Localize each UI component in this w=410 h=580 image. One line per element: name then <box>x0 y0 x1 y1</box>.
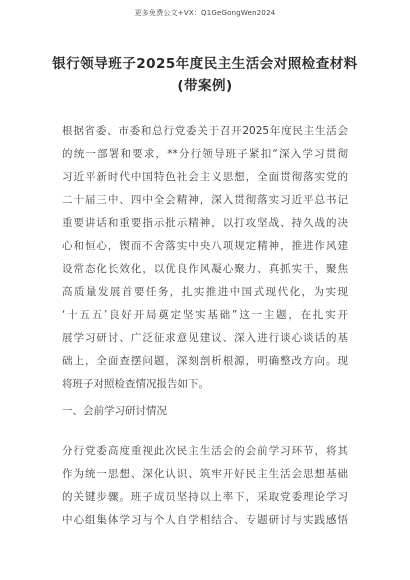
text-line: 的关键步骤。班子成员坚持以上率下，采取党委理论学习 <box>62 491 348 503</box>
study-paragraph <box>62 440 348 532</box>
intro-paragraph <box>62 120 348 396</box>
text-line: 的统一部署和要求，**分行领导班子紧扣“深入学习贯彻 <box>62 148 348 160</box>
text-line: ‘十五五’良好开局奠定坚实基础”这一主题，在扎实开 <box>62 309 348 321</box>
text-line: 展学习研讨、广泛征求意见建议、深入进行谈心谈话的基 <box>62 332 348 344</box>
text-line: 础上，全面查摆问题，深刻剖析根源，明确整改方向。现 <box>62 355 348 367</box>
text-line: 分行党委高度重视此次民主生活会的会前学习环节，将其 <box>62 445 348 457</box>
text-line: 将班子对照检查情况报告如下。 <box>62 378 209 390</box>
text-line: 二十届三中、四中全会精神，深入贯彻落实习近平总书记 <box>62 194 348 206</box>
header-note: 更多免费公文+VX：Q1GeGongWen2024 <box>134 9 276 17</box>
text-line: 习近平新时代中国特色社会主义思想，全面贯彻落实党的 <box>62 171 348 183</box>
text-line: 重要讲话和重要指示批示精神，以打攻坚战、持久战的决 <box>62 217 348 229</box>
document-title: 银行领导班子2025年度民主生活会对照检查材料 <box>52 56 358 72</box>
text-line: 心和恒心，锲而不舍落实中央八项规定精神，推进作风建 <box>62 240 348 252</box>
text-line: 根据省委、市委和总行党委关于召开2025年度民主生活会 <box>62 125 348 137</box>
document-subtitle: (带案例) <box>177 78 233 94</box>
text-line: 作为统一思想、深化认识、筑牢开好民主生活会思想基础 <box>62 468 348 480</box>
section-heading: 一、会前学习研讨情况 <box>62 405 167 417</box>
text-line: 高质量发展首要任务，扎实推进中国式现代化，为实现 <box>62 286 348 298</box>
text-line: 设常态化长效化，以优良作风凝心聚力、真抓实干，聚焦 <box>62 263 348 275</box>
text-line: 中心组集体学习与个人自学相结合、专题研讨与实践感悟 <box>62 514 348 526</box>
